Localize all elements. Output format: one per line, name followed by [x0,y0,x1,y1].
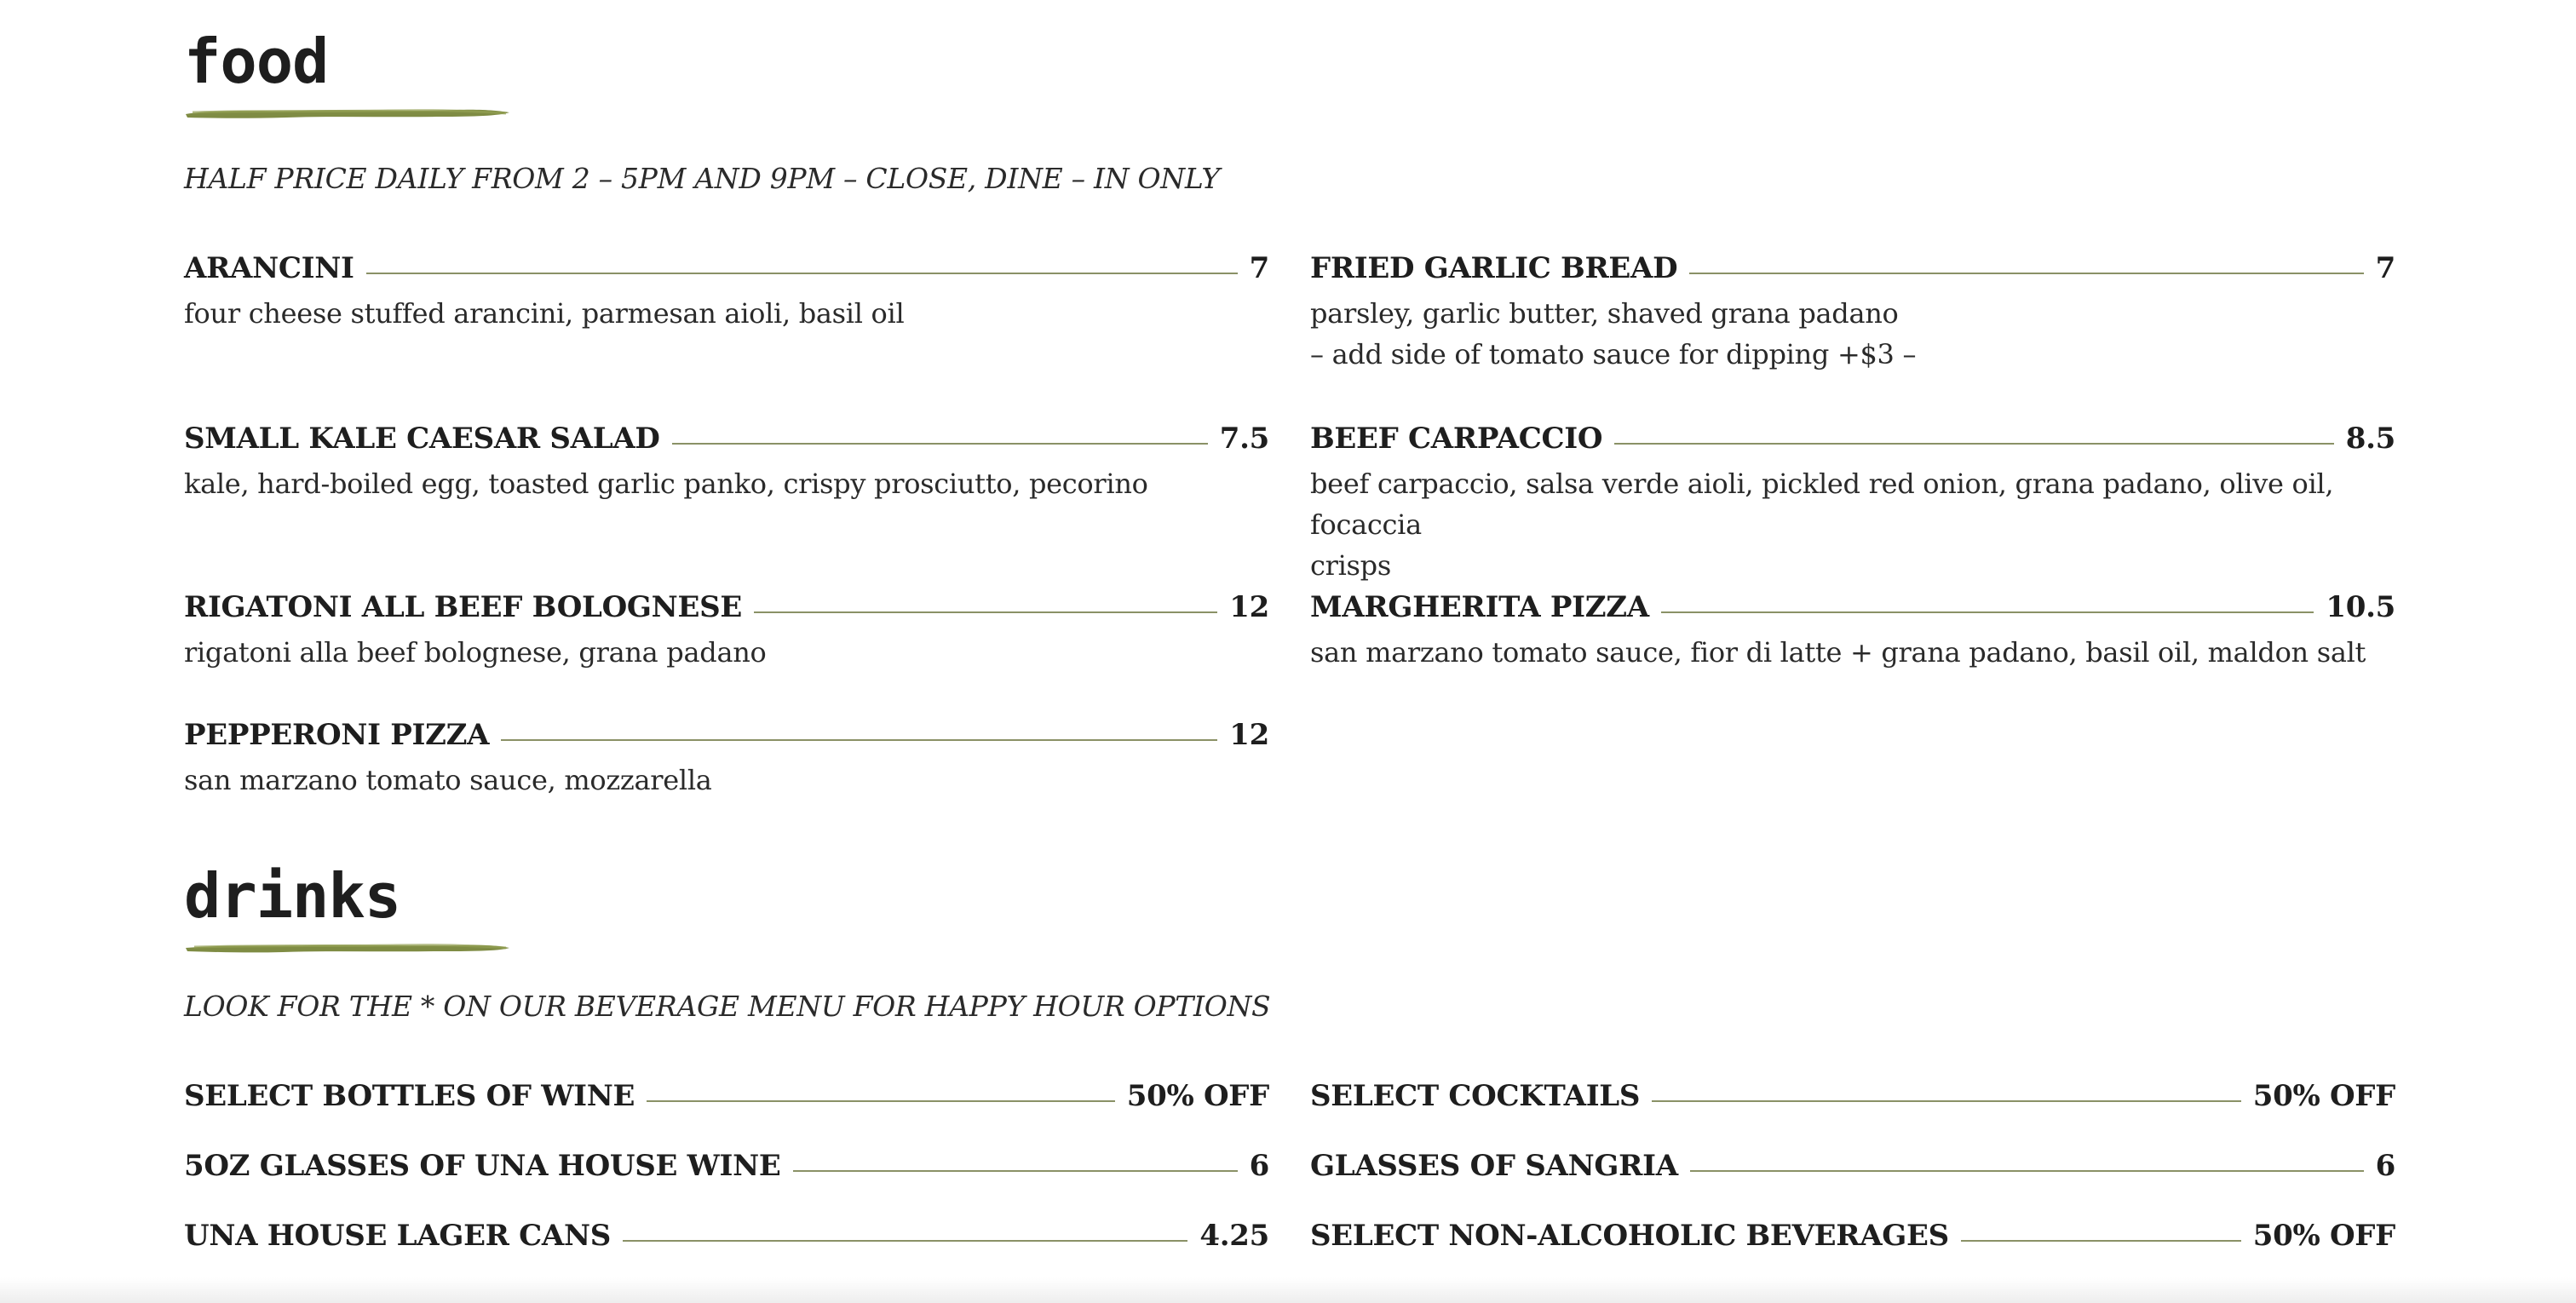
drinks-brush-underline-icon [184,939,511,957]
leader-line [1652,1100,2241,1102]
leader-line [1689,273,2363,274]
item-description-line: san marzano tomato sauce, mozzarella [184,764,712,796]
item-price: 7.5 [1219,422,1269,456]
item-price: 10.5 [2326,590,2395,624]
menu-item [184,424,1269,504]
item-description-line: san marzano tomato sauce, fior di latte + grana padano, basil oil, maldon salt [1310,636,2366,669]
leader-line [647,1100,1115,1102]
leader-line [1690,1170,2364,1172]
item-description-line: parsley, garlic butter, shaved grana padano [1310,297,1899,330]
drinks-section-title: drinks [184,860,401,932]
leader-line [793,1170,1238,1172]
item-description [184,760,1269,801]
item-description-line: kale, hard-boiled egg, toasted garlic panko, crispy prosciutto, pecorino [184,468,1148,500]
item-price: 50% OFF [2252,1219,2395,1253]
item-price: 50% OFF [1126,1079,1269,1113]
food-note: HALF PRICE DAILY FROM 2 – 5PM AND 9PM – CLOSE, DINE – IN ONLY [184,162,1220,195]
item-description [184,463,1269,504]
scroll-fade [0,1277,2576,1303]
item-name: SMALL KALE CAESAR SALAD [184,422,660,456]
drink-item [1310,1079,2395,1113]
item-name: 5OZ GLASSES OF UNA HOUSE WINE [184,1149,781,1183]
item-name: SELECT BOTTLES OF WINE [184,1079,635,1113]
item-name: SELECT COCKTAILS [1310,1079,1641,1113]
drinks-note: LOOK FOR THE * ON OUR BEVERAGE MENU FOR HAPPY HOUR OPTIONS [184,990,1271,1023]
item-name: ARANCINI [184,251,354,285]
item-description [1310,632,2395,673]
item-price: 7 [1249,251,1269,285]
item-description [1310,293,2395,375]
item-description-line: beef carpaccio, salsa verde aioli, pickled red onion, grana padano, olive oil, focaccia [1310,468,2334,541]
drink-item [184,1149,1269,1183]
item-name: SELECT NON-ALCOHOLIC BEVERAGES [1310,1219,1949,1253]
item-description [184,632,1269,673]
item-name: BEEF CARPACCIO [1310,422,1603,456]
item-price: 4.25 [1199,1219,1269,1253]
leader-line [672,443,1208,445]
leader-line [1661,611,2314,613]
leader-line [1614,443,2334,445]
menu-item [1310,424,2395,586]
item-description-line: – add side of tomato sauce for dipping +$3 – [1310,338,1917,370]
leader-line [623,1240,1187,1242]
leader-line [754,611,1217,613]
menu-item [184,590,1269,673]
item-description-line: crisps [1310,549,1391,582]
item-name: GLASSES OF SANGRIA [1310,1149,1678,1183]
item-description [1310,463,2395,586]
menu-item [184,720,1269,801]
item-price: 50% OFF [2252,1079,2395,1113]
menu-item [1310,251,2395,375]
leader-line [366,273,1238,274]
food-section-title: food [184,26,329,97]
item-name: RIGATONI ALL BEEF BOLOGNESE [184,590,742,624]
item-name: MARGHERITA PIZZA [1310,590,1649,624]
drinks-section [184,860,2395,1253]
item-name: FRIED GARLIC BREAD [1310,251,1678,285]
drink-item [1310,1219,2395,1253]
leader-line [1961,1240,2241,1242]
item-name: PEPPERONI PIZZA [184,718,490,752]
drink-item [184,1079,1269,1113]
drink-item [1310,1149,2395,1183]
leader-line [501,739,1217,741]
item-price: 6 [1249,1149,1269,1183]
item-price: 12 [1229,718,1269,752]
menu-item [184,251,1269,334]
item-name: UNA HOUSE LAGER CANS [184,1219,612,1253]
item-description-line: four cheese stuffed arancini, parmesan aioli, basil oil [184,297,905,330]
drink-item [184,1219,1269,1253]
item-price: 7 [2375,251,2395,285]
item-description [184,293,1269,334]
item-price: 6 [2375,1149,2395,1183]
food-section [184,26,2395,796]
item-description-line: rigatoni alla beef bolognese, grana padano [184,636,767,669]
food-brush-underline-icon [184,104,511,123]
item-price: 8.5 [2345,422,2395,456]
menu-item [1310,590,2395,673]
item-price: 12 [1229,590,1269,624]
